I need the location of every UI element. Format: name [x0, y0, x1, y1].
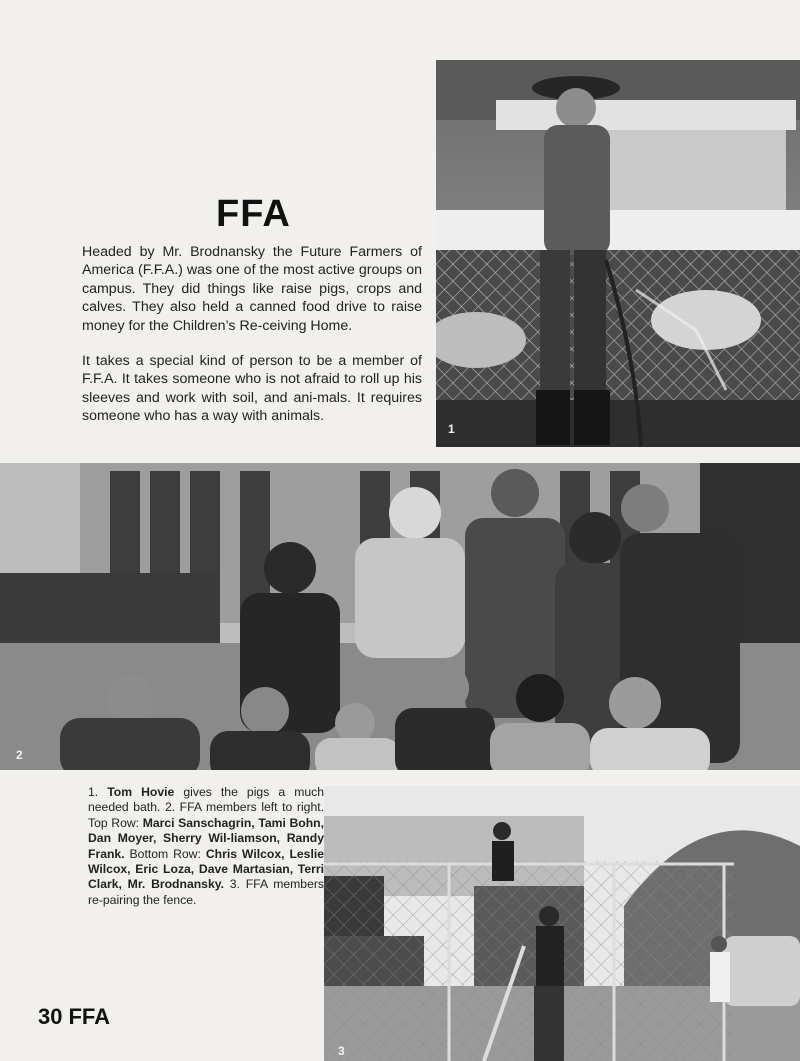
photo-3-image — [324, 786, 800, 1061]
article-body — [82, 243, 422, 443]
photo-caption — [88, 785, 324, 908]
caption-bottom-row-label: Bottom Row: — [129, 846, 201, 861]
article-paragraph-1: Headed by Mr. Brodnansky the Future Farmers of America (F.F.A.) was one of the most active groups on campus. They did things like raise pigs, crops and calves. They also held a canned food drive to raise money for the Children’s Re-ceiving Home. — [82, 244, 422, 334]
photo-1-image — [436, 60, 800, 447]
caption-bottom-row-names: Chris Wilcox, Leslie Wilcox, Eric Loza, Dave Martasian, Terri Clark, Mr. Brodnansky. — [88, 846, 324, 892]
photo-tom-hovie-washing-pigs — [436, 60, 800, 447]
caption-num-1: 1. — [88, 785, 99, 799]
page-folio — [38, 1004, 116, 1030]
page-number: 30 — [38, 1004, 63, 1029]
caption-name-tom-hovie: Tom Hovie — [107, 785, 175, 799]
photo-3-number: 3 — [338, 1044, 345, 1058]
caption-text-1: gives the pigs a much needed bath. 2. FFA members left to right. Top Row: — [88, 785, 324, 830]
photo-fence-repair — [324, 786, 800, 1061]
caption-top-row-names: Marci Sanschagrin, Tami Bohn, Dan Moyer, Sherry Wil-liamson, Randy Frank. — [88, 815, 325, 861]
photo-2-image — [0, 463, 800, 770]
photo-1-number: 1 — [448, 422, 455, 436]
photo-ffa-group — [0, 463, 800, 770]
caption-text-3: 3. FFA members re-pairing the fence. — [88, 877, 324, 907]
photo-2-number: 2 — [16, 748, 23, 762]
page-title: FFA — [216, 193, 291, 235]
folio-section: FFA — [68, 1004, 111, 1029]
article-paragraph-2: It takes a special kind of person to be a member of F.F.A. It takes someone who is not afraid to roll up his sleeves and work with soil, and ani-mals. It requires someone who has a way with animals. — [82, 353, 422, 425]
